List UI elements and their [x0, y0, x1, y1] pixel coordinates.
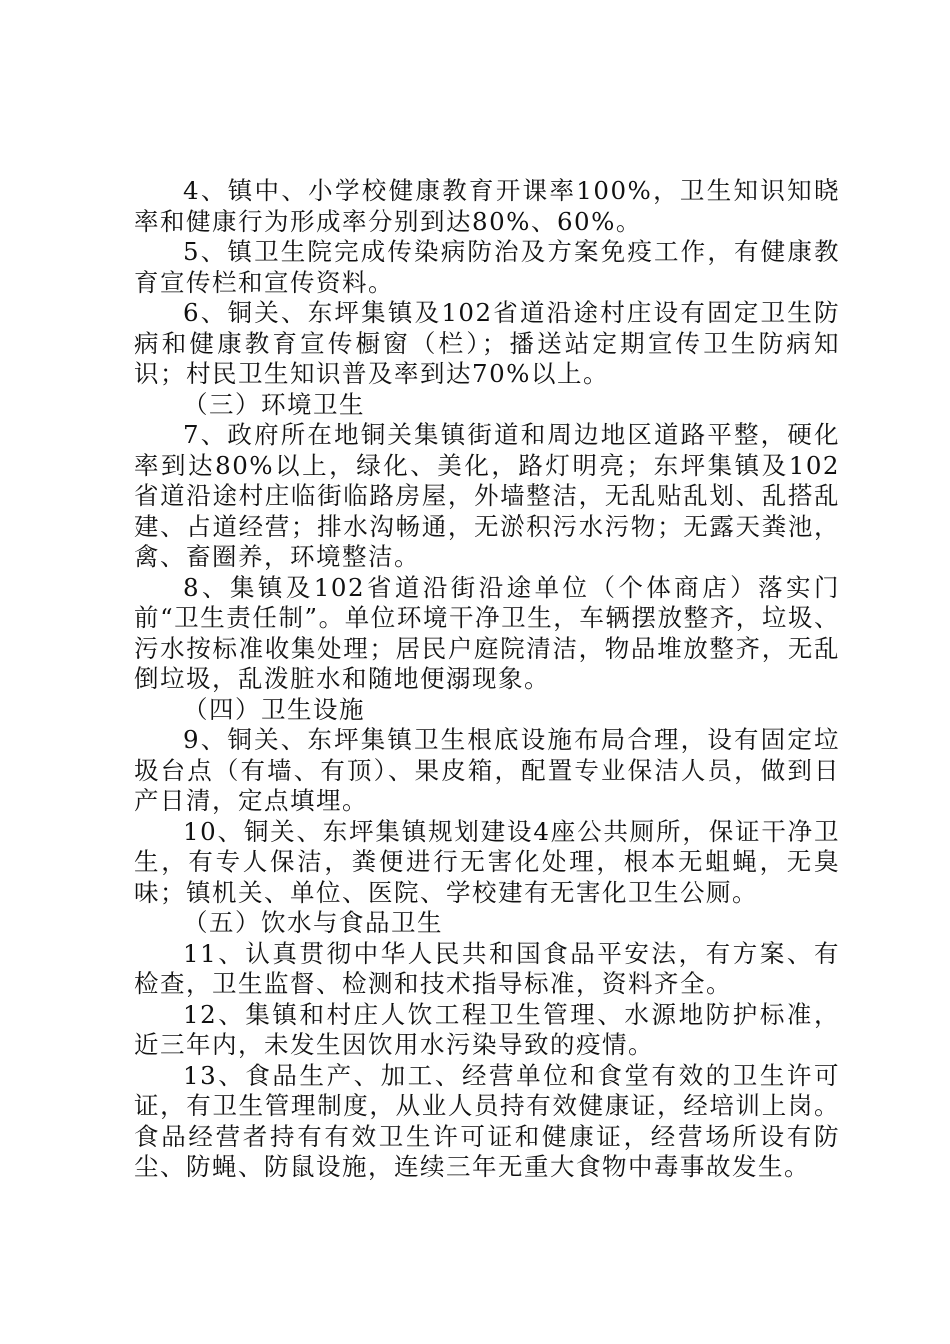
paragraph-item-7: 7、政府所在地铜关集镇街道和周边地区道路平整，硬化率到达80%以上，绿化、美化，路灯明亮；东坪集镇及102省道沿途村庄临街临路房屋，外墙整洁，无乱贴乱划、乱搭乱建、占道经营；排水沟畅通，无淤积污水污物；无露天粪池，禽、畜圈养，环境整洁。: [134, 420, 840, 571]
document-body: [134, 176, 840, 1183]
section-heading-facilities: （四）卫生设施: [183, 694, 365, 724]
paragraph-item-6: 6、铜关、东坪集镇及102省道沿途村庄设有固定卫生防病和健康教育宣传橱窗（栏）；播送站定期宣传卫生防病知识；村民卫生知识普及率到达70%以上。: [134, 298, 840, 388]
paragraph-item-8: 8、集镇及102省道沿街沿途单位（个体商店）落实门前“卫生责任制”。单位环境干净卫生，车辆摆放整齐，垃圾、污水按标准收集处理；居民户庭院清洁，物品堆放整齐，无乱倒垃圾，乱泼脏水和随地便溺现象。: [134, 572, 840, 693]
paragraph-item-12: 12、集镇和村庄人饮工程卫生管理、水源地防护标准，近三年内，未发生因饮用水污染导致的疫情。: [134, 999, 840, 1059]
paragraph-item-5: 5、镇卫生院完成传染病防治及方案免疫工作，有健康教育宣传栏和宣传资料。: [134, 237, 840, 297]
section-heading-water-food: （五）饮水与食品卫生: [183, 908, 443, 937]
paragraph-item-9: 9、铜关、东坪集镇卫生根底设施布局合理，设有固定垃圾台点（有墙、有顶）、果皮箱，配置专业保洁人员，做到日产日清，定点填埋。: [134, 725, 840, 815]
paragraph-item-4: 4、镇中、小学校健康教育开课率100%，卫生知识知晓率和健康行为形成率分别到达80%、60%。: [134, 176, 840, 236]
section-heading-environment: （三）环境卫生: [183, 389, 365, 419]
paragraph-item-11: 11、认真贯彻中华人民共和国食品平安法，有方案、有检查，卫生监督、检测和技术指导标准，资料齐全。: [134, 938, 840, 998]
paragraph-item-10: 10、铜关、东坪集镇规划建设4座公共厕所，保证干净卫生，有专人保洁，粪便进行无害化处理，根本无蛆蝇，无臭味；镇机关、单位、医院、学校建有无害化卫生公厕。: [134, 816, 840, 907]
paragraph-item-13: 13、食品生产、加工、经营单位和食堂有效的卫生许可证，有卫生管理制度，从业人员持有效健康证，经培训上岗。食品经营者持有有效卫生许可证和健康证，经营场所设有防尘、防蝇、防鼠设施，连续三年无重大食物中毒事故发生。: [134, 1060, 840, 1181]
